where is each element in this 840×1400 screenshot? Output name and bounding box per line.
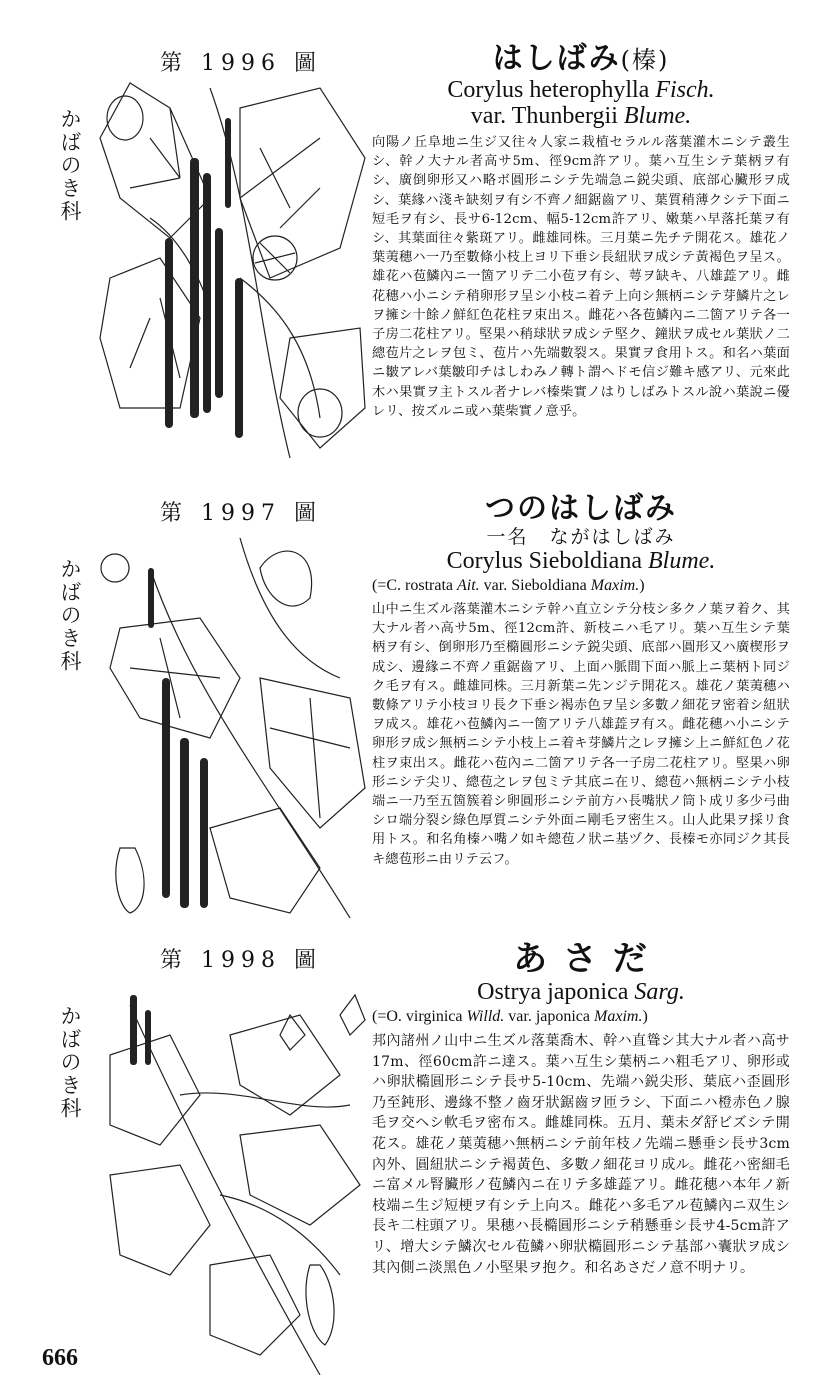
synonym-author: Ait. (457, 577, 480, 594)
family-label: かばのき科 (58, 1005, 82, 1120)
figure-number: 第 1996 圖 (160, 51, 322, 76)
synonym-name: (=C. rostrata (372, 577, 457, 594)
japanese-name: あ さ だ (513, 939, 649, 979)
scientific-name (372, 979, 790, 1005)
synonym-name: (=O. virginica (372, 1008, 467, 1025)
entry-1998 (0, 925, 840, 1365)
beaked-hazel-illustration (90, 528, 370, 918)
description-text: 向陽ノ丘阜地ニ生ジ又往々人家ニ栽植セラルル落葉灌木ニシテ叢生シ、幹ノ大ナル者高サ5m、徑9cm許アリ。葉ハ互生シテ葉柄ヲ有シ、廣倒卵形又ハ略ボ圓形ニシテ先端急ニ鋭尖頭、底部心臟形ヲ成シ、葉緣ハ淺キ缺刻ヲ有シ不齊ノ細鋸齒アリ、葉質稍薄クシテ下面ニ短毛ヲ有シ、長サ6-12cm、幅5-12cm許アリ、嫩葉ハ早落托葉ヲ有シ、其葉面往々紫斑アリ。雌雄同株。三月葉ニ先チテ開花ス。雄花ノ葉荑穗ハ一乃至數條小枝上ヨリ下垂シ長紐狀ヲ成シテ黃褐色ヲ呈ス。雄花ハ苞鱗內ニ一箇アリテ二小苞ヲ有シ、萼ヲ缺キ、八雄蕋アリ。雌花穗ハ小ニシテ稍卵形ヲ呈シ小枝ニ着テ上向シ無柄ニシテ芽鱗片之レヲ擁シ十餘ノ鮮紅色花柱ヲ束出ス。雌花ハ各苞鱗內ニ二箇アリテ各一子房二花柱アリ。堅果ハ稍球狀ヲ成シテ堅ク、鐘狀ヲ成セル葉狀ノ二總苞片之レヲ包ミ、苞片ハ先端數裂ス。果實ヲ食用トス。和名ハ葉面ニ皺アレバ葉皺印チはしわみノ轉ト謂ヘドモ信ジ難キ感アリ、元來此木ハ果實ヲ主トスル者ナレバ榛柴實ノはりしばみトスル說ハ葉說ニ優レリ、按ズルニ或ハ葉柴實ノ意乎。 (372, 135, 790, 419)
description-column (372, 939, 790, 1278)
japanese-name: つのはしばみ (485, 491, 677, 526)
japanese-name-kanji: (榛) (620, 46, 670, 74)
synonym-variety-author: Maxim. (594, 1008, 643, 1025)
synonym-close: ) (642, 1008, 648, 1025)
synonym-close: ) (639, 577, 645, 594)
entry-1996 (0, 28, 840, 478)
synonym-variety: var. Sieboldiana (479, 577, 591, 594)
genus-species: Corylus Sieboldiana (446, 548, 648, 574)
author: Fisch. (655, 77, 715, 103)
entry-1997 (0, 478, 840, 928)
scientific-variety (372, 103, 790, 129)
author: Sarg. (634, 979, 685, 1005)
synonym-variety-author: Maxim. (590, 577, 640, 594)
author: Blume. (623, 103, 692, 129)
scientific-name (372, 548, 790, 574)
description-text: 山中ニ生ズル落葉灌木ニシテ幹ハ直立シテ分枝シ多クノ葉ヲ着ク、其大ナル者ハ高サ5m、徑12cm許、新枝ニハ毛アリ。葉ハ互生シテ葉柄ヲ有シ、倒卵形乃至橢圓形ニシテ鋭尖頭、底部ハ圓形又ハ廣楔形ヲ成シ、邊緣ニ不齊ノ重鋸齒アリ、上面ハ脈間下面ハ脈上ニ葉柄ト同ジク毛ヲ有ス。雌雄同株。三月新葉ニ先ンジテ開花ス。雄花ノ葉荑穗ハ數條アリテ小枝ヨリ長ク下垂シ褐赤色ヲ呈シ多數ノ細花ヲ密着シ紐狀ヲ成ス。雄花ハ苞鱗內ニ一箇アリテ八雄蕋ヲ有ス。雌花穗ハ小ニシテ卵形ヲ成シ無柄ニシテ小枝上ニ着キ芽鱗片之レヲ擁シ上ニ鮮紅色ノ花柱ヲ束出ス。雌花ハ苞內ニ二箇アリテ各一子房二花柱アリ。堅果ハ卵形ニシテ尖リ、總苞之レヲ包ミテ其底ニ在リ、總苞ハ無柄ニシテ小枝端ニ一乃至五箇簇着シ卵圓形ニシテ前方ハ長嘴狀ノ筒ト成リ多少弓曲シロ端分裂シ綠色厚質ニシテ外面ニ剛毛ヲ密生ス。山人此果ヲ採リ食用トス。和名角榛ハ嘴ノ如キ總苞ノ狀ニ基ヅク、長榛モ亦同ジク其長キ總苞形ニ由リテ云フ。 (372, 602, 790, 867)
japanese-name-kana: はしばみ (492, 41, 621, 76)
synonym (372, 576, 790, 596)
description-text: 邦內諸州ノ山中ニ生ズル落葉喬木、幹ハ直聳シ其大ナル者ハ高サ17m、徑60cm許ニ達ス。葉ハ互生シ葉柄ニハ粗毛アリ、卵形或ハ卵狀橢圓形ニシテ長サ5-10cm、先端ハ鋭尖形、葉底ハ歪圓形乃至鈍形、邊緣不整ノ齒牙狀鋸齒ヲ匝ラシ、下面ニハ橙赤色ノ腺毛ヲ交ヘシ軟毛ヲ密布ス。雌雄同株。五月、葉未ダ舒ビズシテ開花ス。雄花ノ葉荑穗ハ無柄ニシテ前年枝ノ先端ニ懸垂シ長サ3cm內外、圓紐狀ニシテ褐黃色、多數ノ細花ヨリ成ル。雌花ハ密細毛ニ富メル腎臟形ノ苞鱗內ニ在リテ多雄蕋アリ。雌花穗ハ本年ノ新枝端ニ生ジ短梗ヲ有シテ上向ス。雌花ハ多毛アル苞鱗內ニ双生シ長キ二柱頭アリ。果穗ハ長橢圓形ニシテ稍懸垂シ長サ4-5cm許アリ、增大シテ鱗次セル苞鱗ハ卵狀橢圓形ニシテ基部ハ囊狀ヲ成シ其內側ニ淡黑色ノ小堅果ヲ抱ク。和名あさだノ意不明ナリ。 (372, 1033, 790, 1276)
family-label: かばのき科 (58, 108, 82, 223)
family-label: かばのき科 (58, 558, 82, 673)
japanese-name (372, 42, 790, 77)
figure-number: 第 1998 圖 (160, 948, 322, 973)
variety-name: var. Thunbergii (470, 103, 624, 129)
hop-hornbeam-illustration (90, 975, 370, 1375)
genus-species: Ostrya japonica (477, 979, 635, 1005)
hazel-illustration (90, 78, 370, 468)
synonym (372, 1007, 790, 1027)
description-column (372, 492, 790, 869)
alternate-name: 一名 ながはしばみ (486, 526, 676, 548)
description-column (372, 42, 790, 421)
figure-number: 第 1997 圖 (160, 501, 322, 526)
author: Blume. (648, 548, 716, 574)
page-number: 666 (42, 1345, 78, 1371)
genus-species: Corylus heterophylla (447, 77, 656, 103)
scientific-name (372, 77, 790, 103)
synonym-variety: var. japonica (504, 1008, 595, 1025)
synonym-author: Willd. (466, 1008, 505, 1025)
